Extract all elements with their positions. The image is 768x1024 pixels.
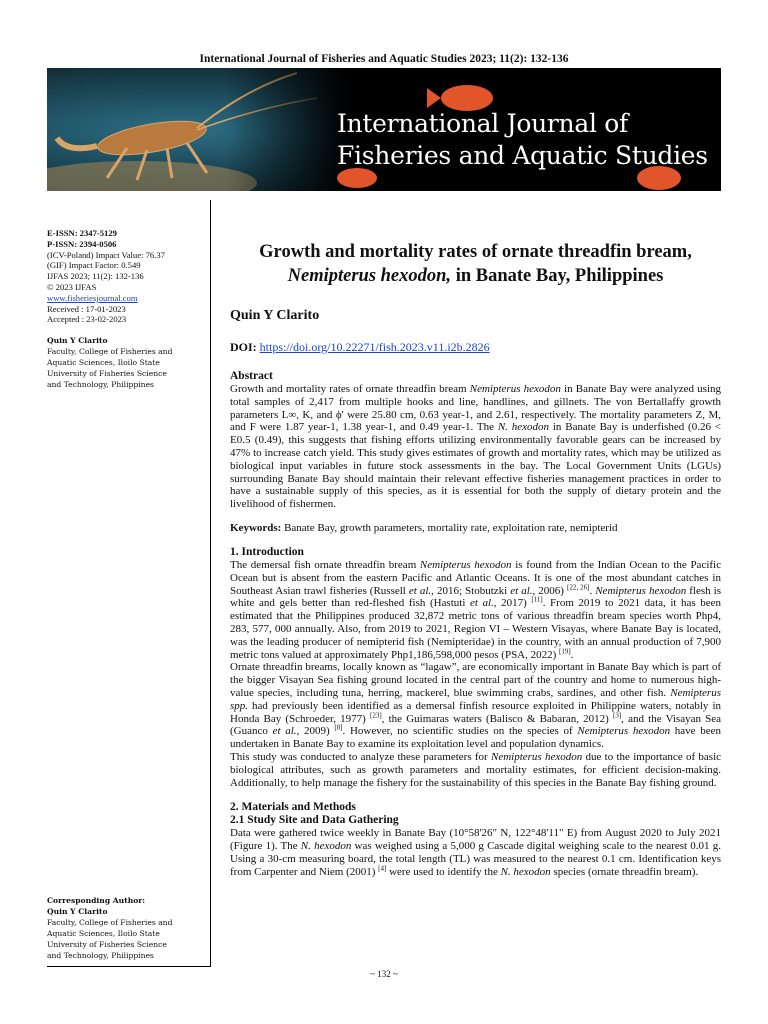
keywords [230, 522, 721, 534]
pissn: P-ISSN: 2394-0506 [47, 238, 117, 249]
affiliation-line: University of Fisheries Science [47, 369, 167, 379]
banner-title-line2: Fisheries and Aquatic Studies [337, 141, 708, 170]
intro-paragraph-3: This study was conducted to analyze these parameters for Nemipterus hexodon due to the importance of basic biological attributes, such as growth parameters and mortality estimates, for efficient decision-making. Additionally, to help manage the fishery for the sustainability of this species in the Banate Bay fishing ground. [230, 750, 722, 789]
doi-link[interactable]: https://doi.org/10.22271/fish.2023.v11.i2b.2826 [259, 340, 490, 354]
copyright: © 2023 IJFAS [47, 281, 97, 292]
received-date: Received : 17-01-2023 [47, 303, 126, 314]
title-species: Nemipterus hexodon, [287, 266, 452, 286]
issue-info: IJFAS 2023; 11(2): 132-136 [47, 271, 144, 282]
sidebar-divider [47, 966, 211, 967]
keywords-label: Keywords: [230, 521, 282, 534]
abstract-text: Growth and mortality rates of ornate threadfin bream Nemipterus hexodon in Banate Bay were analyzed using total samples of 2,417 from multiple hooks and line, handlines, and gillnets. The von Bertallaffy growth parameters L∞, K, and ϕ' were 25.80 cm, 0.63 year-1, and 2.61, respectively. The mortality parameters Z, M, and F were 1.87 year-1, 1.38 year-1, and 0.49 year-1. The N. hexodon in Banate Bay is underfished (0.26 < E0.5 (0.49), this suggests that fishing efforts utilizing environmentally favorable gears can be increased by 47% to increase catch yield. This study gives estimates of growth and mortality rates, which may be utilized as biological input variables in future stock assessments in the bay. The Local Government Units (LGUs) surrounding Banate Bay should maintain their relevant effective fisheries management practices in order to have a sustainable supply of this species, as it is essential for both the supply of dietary protein and the livelihood of fishermen. [230, 383, 722, 511]
page-number: ~ 132 ~ [370, 969, 398, 979]
doi-label: DOI: [230, 340, 257, 354]
affiliation-line: Faculty, College of Fisheries and [47, 918, 173, 927]
affiliation-line: and Technology, Philippines [47, 380, 154, 390]
gif-impact: (GIF) Impact Factor: 0.549 [47, 260, 141, 271]
column-divider [210, 200, 211, 966]
journal-info-sidebar [47, 228, 207, 390]
title-rest: in Banate Bay, Philippines [451, 266, 664, 286]
affiliation-line: Aquatic Sciences, Iloilo State [47, 358, 160, 368]
introduction-heading: 1. Introduction [230, 545, 304, 558]
running-head: International Journal of Fisheries and Aquatic Studies 2023; 11(2): 132-136 [199, 53, 569, 65]
eissn: E-ISSN: 2347-5129 [47, 228, 117, 238]
methods-paragraph-1: Data were gathered twice weekly in Banate Bay (10°58'26" N, 122°48'11" E) from August 2020 to July 2021 (Figure 1). The N. hexodon was weighed using a 5,000 g Cascade digital weighing scale to the nearest 0.01 g. Using a 30-cm measuring board, the total length (TL) was measured to the nearest 0.1 cm. Identification keys from Carpenter and Niem (2001) [4] were used to identify the N. hexodon species (ornate threadfin bream). [230, 827, 721, 878]
article-title [230, 240, 721, 288]
methods-subheading: 2.1 Study Site and Data Gathering [230, 814, 399, 827]
journal-website-link[interactable]: www.fisheriesjournal.com [47, 292, 138, 303]
doi [230, 340, 721, 355]
intro-paragraph-2: Ornate threadfin breams, locally known as “lagaw”, are economically important in Banate Bay which is part of the bigger Visayan Sea fishing ground located in the central part of the country and home to numerous high-value species, including tuna, herring, mackerel, blue swimming crabs, sardines, and other fish. Nemipterus spp. had previously been identified as a demersal finfish resource exploited in Philippine waters, notably in Honda Bay (Schroeder, 1977) [23], the Guimaras waters (Balisco & Babaran, 2012) [3], and the Visayan Sea (Guanco et al., 2009) [8]. However, no scientific studies on the species of Nemipterus hexodon have been undertaken in Banate Bay to examine its exploitation level and population dynamics. [230, 661, 722, 751]
abstract-heading: Abstract [230, 370, 273, 382]
banner-title [337, 108, 708, 172]
journal-banner [47, 68, 721, 191]
author-affiliation [47, 335, 207, 390]
methods-heading: 2. Materials and Methods [230, 801, 356, 814]
affiliation-line: University of Fisheries Science [47, 940, 167, 949]
accepted-date: Accepted : 23-02-2023 [47, 314, 127, 325]
article-body [230, 240, 721, 879]
corresponding-name: Quin Y Clarito [47, 907, 108, 916]
author-name: Quin Y Clarito [230, 308, 320, 323]
title-line1: Growth and mortality rates of ornate threadfin bream, [259, 242, 692, 262]
corresponding-label: Corresponding Author: [47, 896, 146, 905]
keywords-list: Banate Bay, growth parameters, mortality rate, exploitation rate, nemipterid [281, 521, 618, 534]
banner-title-line1: International Journal of [337, 109, 628, 138]
affiliation-line: and Technology, Philippines [47, 951, 154, 960]
affiliation-line: Faculty, College of Fisheries and [47, 347, 173, 357]
intro-paragraph-1: The demersal fish ornate threadfin bream Nemipterus hexodon is found from the Indian Ocean to the Pacific Ocean but is absent from the eastern Pacific and Atlantic Oceans. It is one of the most abundant catches in Southeast Asian trawl fisheries (Russell et al., 2016; Stobutzki et al., 2006) [22, 26]. Nemipterus hexodon flesh is white and gels better than red-fleshed fish (Hastuti et al., 2017) [11]. From 2019 to 2021 data, it has been estimated that the Philippines produced 32,872 metric tons of various threadfin bream species worth Php4, 283, 577, 000 annually. Also, from 2019 to 2021, Region VI – Western Visayas, where Banate Bay is located, was the leading producer of nemipterid fish (Nemipteridae) in the country, with an annual production of 7,900 metric tons valued at approximately Php1,186,598,000 pesos (PSA, 2022) [19]. [230, 558, 722, 661]
affiliation-author-name: Quin Y Clarito [47, 336, 108, 346]
icv-impact: (ICV-Poland) Impact Value: 76.37 [47, 249, 165, 260]
corresponding-author [47, 895, 207, 961]
affiliation-line: Aquatic Sciences, Iloilo State [47, 929, 160, 938]
